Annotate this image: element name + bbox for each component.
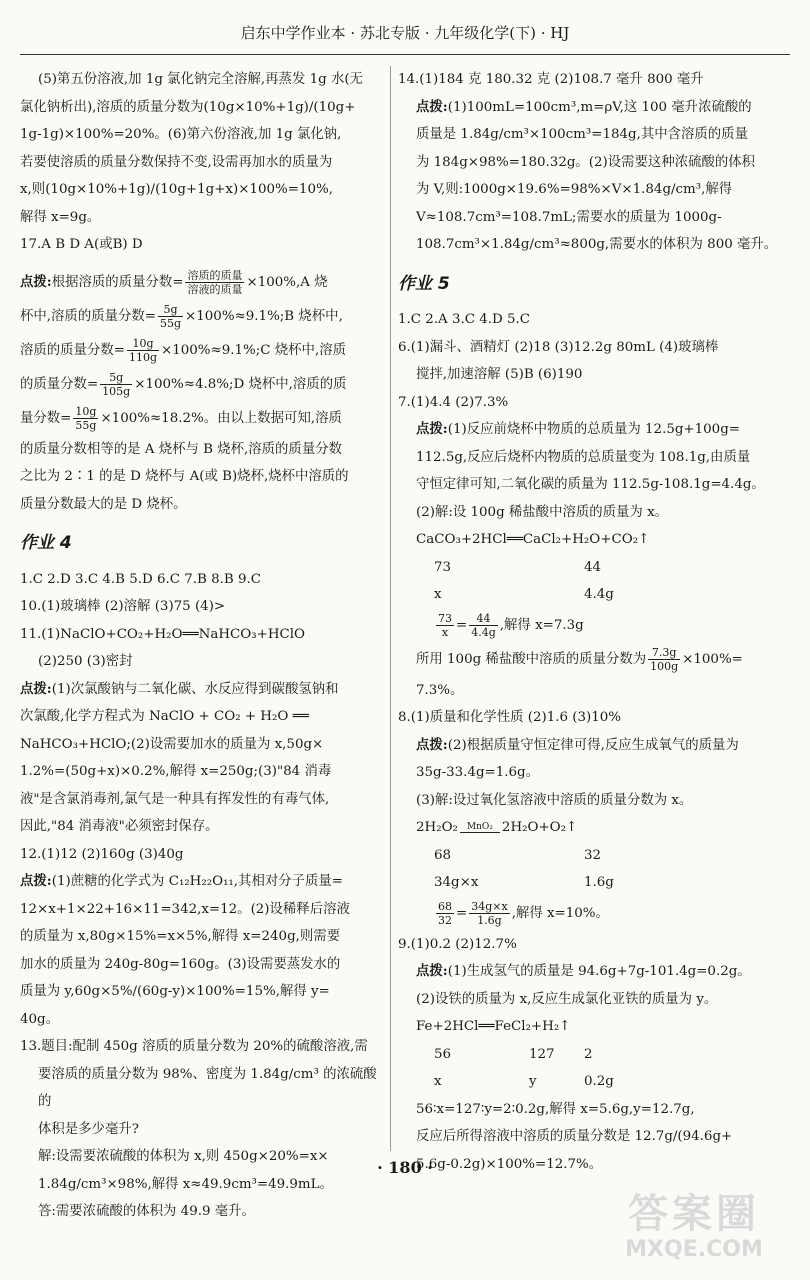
text-line: 要溶质的质量分数为 98%、密度为 1.84g/cm³ 的浓硫酸的	[38, 1066, 377, 1109]
tip-label: 点拨:	[416, 421, 448, 437]
text-line: 112.5g,反应后烧杯内物质的总质量变为 108.1g,由质量	[416, 449, 751, 465]
text: 68	[434, 847, 452, 863]
text-line: 因此,"84 消毒液"必须密封保存。	[20, 819, 219, 834]
text-line: 56∶x=127∶y=2∶0.2g,解得 x=5.6g,y=12.7g,	[416, 1101, 695, 1117]
section-title-4: 作业 4	[20, 533, 72, 553]
text-line: 108.7cm³×1.84g/cm³≈800g,需要水的体积为 800 毫升。	[416, 237, 778, 252]
fraction: $\frac{7.3g}{100g}$	[650, 645, 679, 673]
text-line: 为 V,则:1000g×19.6%=98%×V×1.84g/cm³,解得	[416, 182, 733, 197]
section-title-5: 作业 5	[398, 273, 450, 294]
text-line: 1.84g/cm³×98%,解得 x≈49.9cm³=49.9mL。	[38, 1176, 333, 1192]
text: 56	[434, 1046, 452, 1062]
fraction: $\frac{5g}{105g}$	[102, 370, 131, 398]
text: 32	[584, 847, 602, 863]
fraction: $\frac{34g\times x}{1.6g}$	[471, 899, 508, 927]
equation: CaCO₃+2HCl══CaCl₂+H₂O+CO₂↑	[416, 532, 650, 547]
text-line: NaHCO₃+HClO;(2)设需要加水的质量为 x,50g×	[20, 736, 324, 752]
text-line: 搅拌,加速溶解 (5)B (6)190	[416, 367, 583, 382]
answer-14: 14.(1)184 克 180.32 克 (2)108.7 毫升 800 毫升	[398, 72, 704, 87]
equation	[398, 814, 786, 842]
text-line: 答:需要浓硫酸的体积为 49.9 毫升。	[38, 1204, 255, 1219]
page-header: 启东中学作业本 · 苏北专版 · 九年级化学(下) · HJ	[20, 20, 790, 55]
answer-11: 11.(1)NaClO+CO₂+H₂O══NaHCO₃+HClO	[20, 626, 306, 642]
answer-7: 7.(1)4.4 (2)7.3%	[398, 394, 509, 410]
fraction: $\frac{68}{32}$	[438, 899, 452, 927]
equation-row	[398, 869, 786, 897]
answer-6: 6.(1)漏斗、酒精灯 (2)18 (3)12.2g 80mL (4)玻璃棒	[398, 339, 719, 355]
text-line: 12×x+1×22+16×11=342,x=12。(2)设稀释后溶液	[20, 901, 350, 917]
fraction: $\frac{10g}{55g}$	[75, 404, 97, 432]
answer-12: 12.(1)12 (2)160g (3)40g	[20, 846, 184, 862]
text-line: 氯化钠析出),溶质的质量分数为(10g×10%+1g)/(10g+	[20, 99, 356, 115]
text: 溶质的质量分数=	[20, 342, 125, 358]
text: ,解得 x=10%。	[511, 905, 609, 921]
text-line: 解得 x=9g。	[20, 209, 101, 225]
text: y	[529, 1074, 537, 1089]
watermark-logo	[594, 1192, 794, 1272]
text-line: 40g。	[20, 1011, 60, 1027]
fraction: $\frac{\text{溶质的质量}}{\text{溶液的质量}}$	[187, 268, 243, 296]
text-line: 35g-33.4g=1.6g。	[416, 765, 540, 780]
equation: Fe+2HCl══FeCl₂+H₂↑	[416, 1019, 571, 1034]
text-line: (2)解:设 100g 稀盐酸中溶质的质量为 x。	[416, 504, 669, 520]
text: ×100%≈4.8%;D 烧杯中,溶质的质	[134, 376, 347, 392]
answer-11b: (2)250 (3)密封	[38, 654, 133, 669]
text: ×100%,A 烧	[246, 274, 328, 290]
text: 34g×x	[434, 875, 479, 890]
text-line: V≈108.7cm³=108.7mL;需要水的质量为 1000g-	[416, 209, 722, 225]
text: 73	[434, 559, 452, 575]
tip-17	[20, 265, 382, 519]
text: 44	[584, 559, 602, 575]
tip-label: 点拨:	[20, 680, 52, 697]
answer-9: 9.(1)0.2 (2)12.7%	[398, 936, 517, 952]
text-line: 质量是 1.84g/cm³×100cm³=184g,其中含溶质的质量	[416, 127, 748, 142]
text-line: 若要使溶质的质量分数保持不变,设需再加水的质量为	[20, 154, 333, 170]
text: (1)次氯酸钠与二氧化碳、水反应得到碳酸氢钠和	[51, 681, 339, 697]
right-column: 14.(1)184 克 180.32 克 (2)108.7 毫升 800 毫升 点拨:(1)100mL=100cm³,m=ρV,这 100 毫升浓硫酸的 质量是 1.84g/cm³×100cm³=184g,其中含溶质的质量 为 184g×98%=180.32g。(2)设需要这种浓硫酸的体积 为 V,则:1000g×19.6%=98%×V×1.84g/cm³,解得 V≈108.7cm³=108.7mL;需要水的质量为 1000g- 108.7cm³×1.84g/cm³≈800g,需要水的体积为 800 毫升。 作业 5 1.C 2.A 3.C 4.D 5.C 6.(1)漏斗、酒精灯 (2)18 (3)12.2g 80mL (4)玻璃棒 搅拌,加速溶解 (5)B (6)190 7.(1)4.4 (2)7.3% 点拨:(1)反应前烧杯中物质的总质量为 12.5g+100g= 112.5g,反应后烧杯内物质的总质量变为 108.1g,由质量 守恒定律可知,二氧化碳的质量为 112.5g-108.1g=4.4g。 (2)解:设 100g 稀盐酸中溶质的质量为 x。 CaCO₃+2HCl══CaCl₂+H₂O+CO₂↑ 73 44 x 4.4g $\frac{73}{x}$ = $\frac{44}{4.4g}$ ,解得 x=7.3g 所用 100g 稀盐酸中溶质的质量分数为 $\frac{7.3g}{100g}$ ×100%= 7.3%。 8.(1)质量和化学性质 (2)1.6 (3)10% 点拨:(2)根据质量守恒定律可得,反应生成氧气的质量为 35g-33.4g=1.6g。 (3)解:设过氧化氢溶液中溶质的质量分数为 x。 2H₂O₂ MnO₂ 2H₂O+O₂↑ 68 32 34g×x 1.6g $\frac{68}{32}$ = $\frac{34g\times x}{1.6g}$ ,解得 x=10%。 9.(1)0.2 (2)12.7% 点拨:(1)生成氢气的质量是 94.6g+7g-101.4g=0.2g。 (2)设铁的质量为 x,反应生成氯化亚铁的质量为 y。 Fe+2HCl══FeCl₂+H₂↑ 56 127 2 x y 0.2g 56∶x=127∶y=2∶0.2g,解得 x=5.6g,y=12.7g, 反应后所得溶液中溶质的质量分数是 12.7g/(94.6g+ 5.6g-0.2g)×100%=12.7%。	[398, 66, 786, 1178]
answer-1-9: 1.C 2.D 3.C 4.B 5.D 6.C 7.B 8.B 9.C	[20, 571, 262, 587]
text-line: 次氯酸,化学方程式为 NaClO + CO₂ + H₂O ══	[20, 709, 309, 724]
text-line: 加水的质量为 240g-80g=160g。(3)设需要蒸发水的	[20, 956, 341, 972]
text: 根据溶质的质量分数=	[51, 274, 184, 290]
text: x	[434, 587, 442, 602]
text-line: 质量为 y,60g×5%/(60g-y)×100%=15%,解得 y=	[20, 984, 330, 999]
text: 杯中,溶质的质量分数=	[20, 308, 156, 324]
equation-row	[398, 1041, 786, 1069]
tip-label: 点拨:	[20, 873, 52, 889]
equation-row	[398, 1068, 786, 1096]
column-divider	[390, 66, 391, 1151]
tip-label: 点拨:	[416, 736, 448, 753]
text: 所用 100g 稀盐酸中溶质的质量分数为	[416, 651, 647, 667]
equation-row	[398, 581, 786, 609]
watermark-text: 答案圈	[628, 1191, 760, 1237]
text-line: 1.2%=(50g+x)×0.2%,解得 x=250g;(3)"84 消毒	[20, 764, 332, 779]
text: (1)生成氢气的质量是 94.6g+7g-101.4g=0.2g。	[447, 964, 751, 979]
text: ×100%=	[682, 651, 743, 667]
text-line: 的质量为 x,80g×15%=x×5%,解得 x=240g,则需要	[20, 929, 341, 944]
text: (1)蔗糖的化学式为 C₁₂H₂₂O₁₁,其相对分子质量=	[51, 874, 344, 889]
text-line: (5)第五份溶液,加 1g 氯化钠完全溶解,再蒸发 1g 水(无	[38, 72, 363, 87]
text-line: 解:设需要浓硫酸的体积为 x,则 450g×20%=x×	[38, 1149, 329, 1164]
text: 0.2g	[584, 1074, 614, 1089]
text: x	[434, 1074, 442, 1089]
fraction: $\frac{5g}{55g}$	[160, 302, 182, 330]
text: 127	[529, 1046, 555, 1062]
text-line: 之比为 2∶1 的是 D 烧杯与 A(或 B)烧杯,烧杯中溶质的	[20, 469, 349, 484]
text: 2	[584, 1046, 593, 1062]
text: ,解得 x=7.3g	[499, 617, 584, 633]
text: 1.6g	[584, 875, 614, 890]
text: 2H₂O+O₂↑	[501, 820, 578, 835]
reaction-arrow: MnO₂	[460, 822, 500, 833]
text-line: 的质量分数相等的是 A 烧杯与 B 烧杯,溶质的质量分数	[20, 441, 342, 457]
equation-row	[398, 554, 786, 582]
text-line: x,则(10g×10%+1g)/(10g+1g+x)×100%=10%,	[20, 182, 333, 197]
left-column	[20, 66, 382, 1226]
tip-label: 点拨:	[416, 98, 448, 115]
answer-17: 17.A B D A(或B) D	[20, 237, 143, 252]
text: ×100%≈9.1%;B 烧杯中,	[185, 308, 343, 324]
text: (1)反应前烧杯中物质的总质量为 12.5g+100g=	[447, 422, 740, 437]
page-number: · 180 ·	[377, 1158, 433, 1177]
text: 量分数=	[20, 410, 72, 426]
text: 4.4g	[584, 587, 614, 602]
fraction: $\frac{44}{4.4g}$	[471, 611, 496, 639]
fraction: $\frac{73}{x}$	[438, 611, 452, 639]
text-line: 为 184g×98%=180.32g。(2)设需要这种浓硫酸的体积	[416, 154, 756, 170]
text-line: (2)设铁的质量为 x,反应生成氯化亚铁的质量为 y。	[416, 991, 718, 1007]
answer-8: 8.(1)质量和化学性质 (2)1.6 (3)10%	[398, 710, 621, 725]
equation-row	[398, 842, 786, 870]
text-line: 反应后所得溶液中溶质的质量分数是 12.7g/(94.6g+	[416, 1129, 733, 1144]
tip-label: 点拨:	[20, 273, 52, 290]
watermark-url: MXQE.COM	[625, 1237, 763, 1262]
text-line: 液"是含氯消毒剂,氯气是一种具有挥发性的有毒气体,	[20, 791, 330, 807]
text-line: 守恒定律可知,二氧化碳的质量为 112.5g-108.1g=4.4g。	[416, 477, 765, 492]
answer-1-5: 1.C 2.A 3.C 4.D 5.C	[398, 312, 531, 327]
text-line: 体积是多少毫升?	[38, 1121, 139, 1137]
text-line: (3)解:设过氧化氢溶液中溶质的质量分数为 x。	[416, 792, 693, 808]
answer-13: 13.题目:配制 450g 溶质的质量分数为 20%的硫酸溶液,需	[20, 1039, 368, 1054]
text-line: 5.6g-0.2g)×100%=12.7%。	[416, 1156, 603, 1172]
text: ×100%≈9.1%;C 烧杯中,溶质	[161, 342, 346, 358]
text-line: 7.3%。	[416, 682, 464, 698]
text: ×100%≈18.2%。由以上数据可知,溶质	[100, 410, 342, 426]
text: 的质量分数=	[20, 376, 99, 392]
fraction: $\frac{10g}{110g}$	[128, 336, 158, 364]
answer-10: 10.(1)玻璃棒 (2)溶解 (3)75 (4)>	[20, 599, 226, 614]
tip-label: 点拨:	[416, 963, 448, 979]
text: (2)根据质量守恒定律可得,反应生成氧气的质量为	[447, 737, 739, 753]
text: 2H₂O₂	[416, 820, 458, 835]
text-line: 质量分数最大的是 D 烧杯。	[20, 496, 187, 512]
text: (1)100mL=100cm³,m=ρV,这 100 毫升浓硫酸的	[447, 99, 752, 115]
text-line: 1g-1g)×100%=20%。(6)第六份溶液,加 1g 氯化钠,	[20, 127, 342, 142]
